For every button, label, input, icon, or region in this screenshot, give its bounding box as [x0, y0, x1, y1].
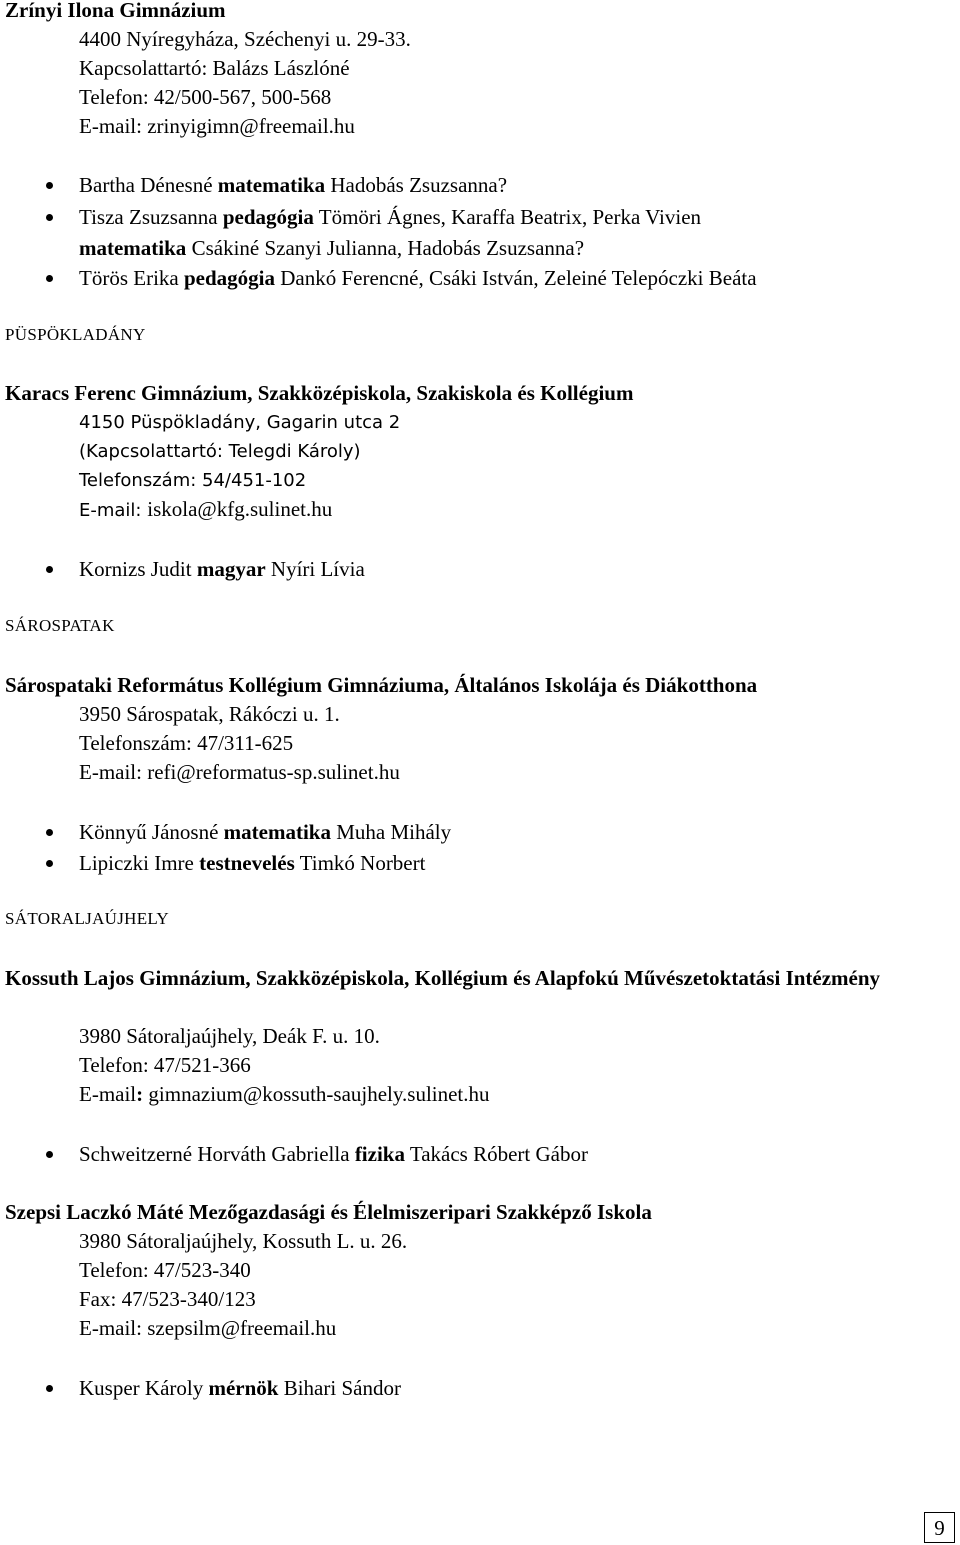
school-address: 4150 Püspökladány, Gagarin utca 2: [79, 412, 401, 433]
region-heading: PÜSPÖKLADÁNY: [5, 325, 146, 344]
school-contact: Kapcsolattartó: Balázs Lászlóné: [79, 56, 350, 80]
region-heading: SÁROSPATAK: [5, 616, 115, 635]
school-address: 3980 Sátoraljaújhely, Kossuth L. u. 26.: [79, 1229, 408, 1253]
school-name: Sárospataki Református Kollégium Gimnáziuma, Általános Iskolája és Diákotthona: [5, 673, 758, 697]
teacher-entry: Bartha Dénesné matematika Hadobás Zsuzsanna?: [79, 170, 949, 201]
school-name: Kossuth Lajos Gimnázium, Szakközépiskola, Kollégium és Alapfokú Művészetoktatási Intézmény: [5, 966, 881, 990]
teacher-entry: Kornizs Judit magyar Nyíri Lívia: [79, 554, 949, 585]
teacher-entry: Könnyű Jánosné matematika Muha Mihály: [79, 817, 949, 848]
school-contact: (Kapcsolattartó: Telegdi Károly): [79, 441, 361, 462]
school-name: Karacs Ferenc Gimnázium, Szakközépiskola, Szakiskola és Kollégium: [5, 381, 634, 405]
school-email: E-mail: gimnazium@kossuth-saujhely.sulinet.hu: [79, 1082, 490, 1106]
school-email: E-mail: iskola@kfg.sulinet.hu: [79, 497, 333, 521]
page-number: 9: [924, 1512, 955, 1543]
school-phone: Telefon: 47/521-366: [79, 1053, 251, 1077]
school-address: 3980 Sátoraljaújhely, Deák F. u. 10.: [79, 1024, 380, 1048]
teacher-entry: Törös Erika pedagógia Dankó Ferencné, Csáki István, Zeleiné Telepóczki Beáta: [79, 263, 949, 294]
school-fax: Fax: 47/523-340/123: [79, 1287, 256, 1311]
teacher-entry: Lipiczki Imre testnevelés Timkó Norbert: [79, 848, 949, 879]
school-email: E-mail: refi@reformatus-sp.sulinet.hu: [79, 760, 400, 784]
school-phone: Telefonszám: 54/451-102: [79, 470, 307, 491]
school-name: Szepsi Laczkó Máté Mezőgazdasági és Élelmiszeripari Szakképző Iskola: [5, 1200, 652, 1224]
school-address: 3950 Sárospatak, Rákóczi u. 1.: [79, 702, 340, 726]
school-name: Zrínyi Ilona Gimnázium: [5, 0, 226, 22]
school-phone: Telefonszám: 47/311-625: [79, 731, 294, 755]
school-email: E-mail: zrinyigimn@freemail.hu: [79, 114, 355, 138]
school-phone: Telefon: 47/523-340: [79, 1258, 251, 1282]
teacher-entry: Schweitzerné Horváth Gabriella fizika Takács Róbert Gábor: [79, 1139, 949, 1170]
teacher-entry: Kusper Károly mérnök Bihari Sándor: [79, 1373, 949, 1404]
region-heading: SÁTORALJAÚJHELY: [5, 909, 169, 928]
school-address: 4400 Nyíregyháza, Széchenyi u. 29-33.: [79, 27, 411, 51]
teacher-entry: Tisza Zsuzsanna pedagógia Tömöri Ágnes, Karaffa Beatrix, Perka Vivien matematika Csákiné Szanyi Julianna, Hadobás Zsuzsanna?: [79, 202, 949, 264]
school-email: E-mail: szepsilm@freemail.hu: [79, 1316, 337, 1340]
school-phone: Telefon: 42/500-567, 500-568: [79, 85, 332, 109]
